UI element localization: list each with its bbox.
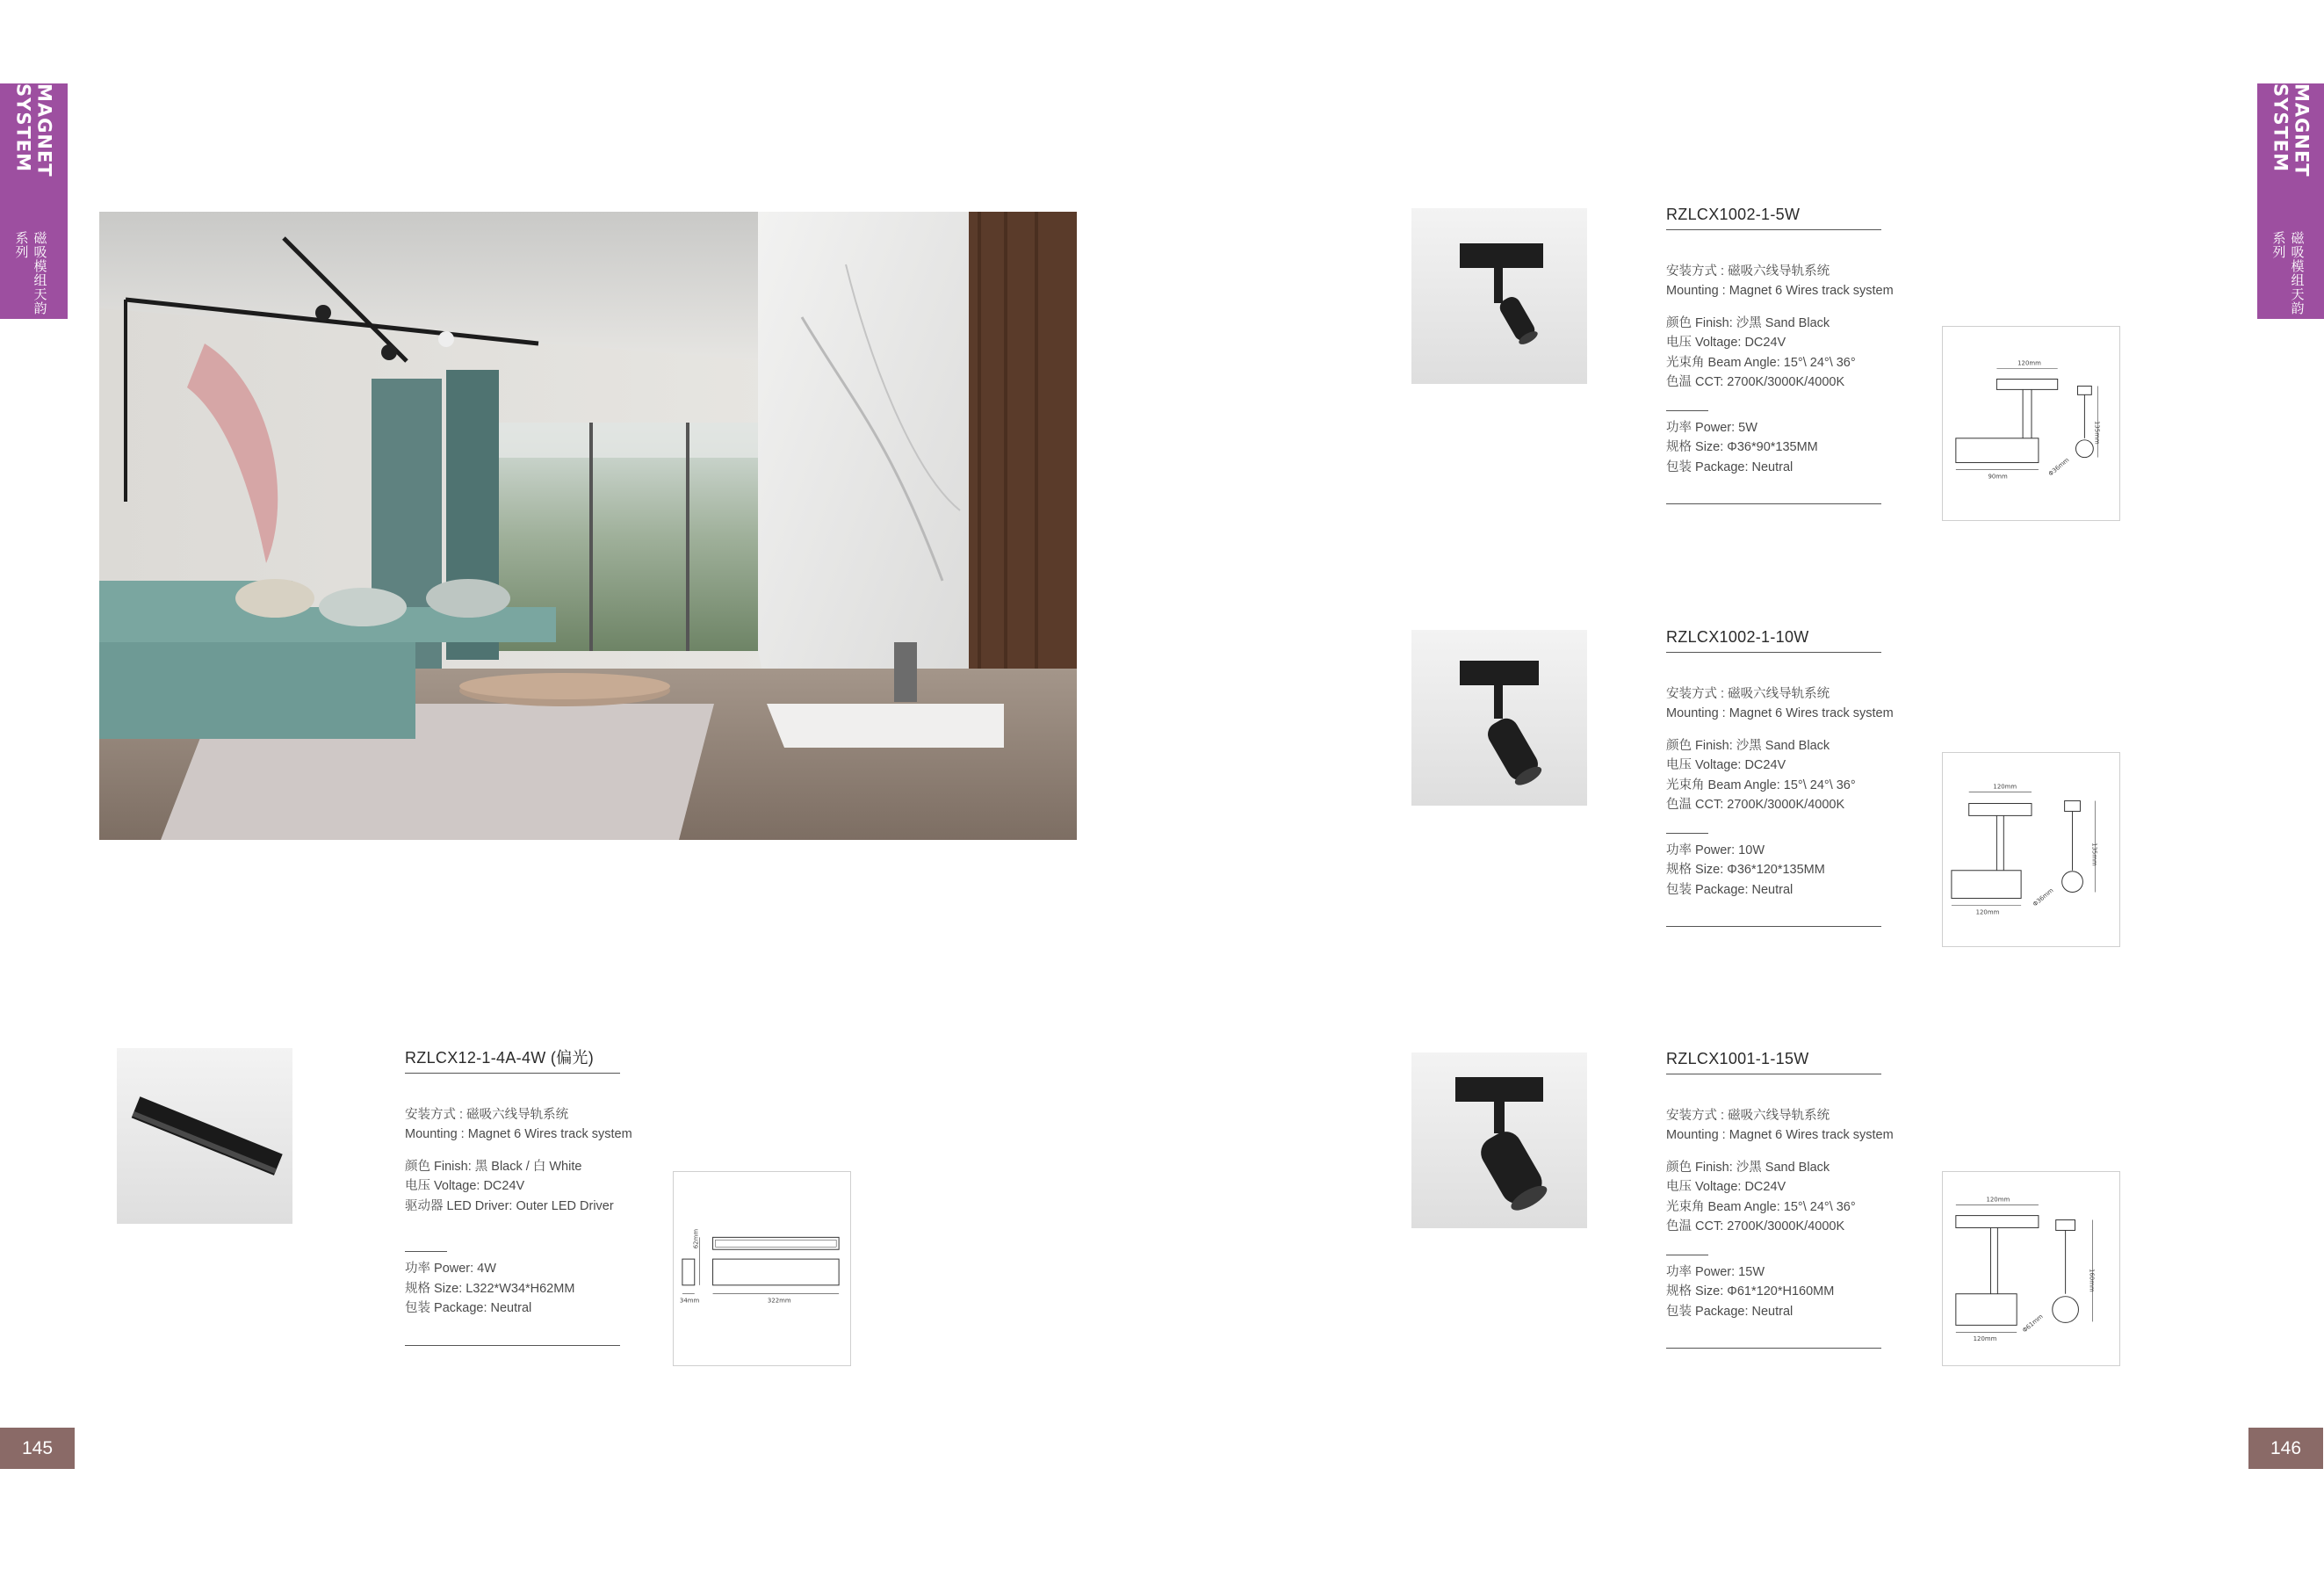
- product-image-4: [117, 1048, 292, 1224]
- voltage: 电压 Voltage: DC24V: [1666, 1180, 1786, 1194]
- product-image-1: [1411, 208, 1587, 384]
- product-spec-4: [405, 1048, 632, 1346]
- size: 规格 Size: Φ61*120*H160MM: [1666, 1284, 1835, 1298]
- mounting-cn: 安装方式 : 磁吸六线导轨系统: [405, 1107, 569, 1122]
- product-model: RZLCX12-1-4A-4W (偏光): [405, 1048, 620, 1074]
- divider: [1666, 833, 1708, 834]
- dim-bottom: 90mm: [1988, 473, 2008, 481]
- cct: 色温 CCT: 2700K/3000K/4000K: [1666, 375, 1845, 389]
- dim-side: 160mm: [2088, 1269, 2096, 1292]
- mounting-cn: 安装方式 : 磁吸六线导轨系统: [1666, 686, 1830, 701]
- voltage: 电压 Voltage: DC24V: [1666, 758, 1786, 772]
- power: 功率 Power: 10W: [1666, 843, 1765, 857]
- dim-length: 322mm: [767, 1297, 791, 1305]
- divider: [1666, 410, 1708, 411]
- size: 规格 Size: Φ36*90*135MM: [1666, 440, 1818, 454]
- package: 包装 Package: Neutral: [1666, 1304, 1794, 1319]
- dim-side: 135mm: [2090, 843, 2098, 866]
- mounting-cn: 安装方式 : 磁吸六线导轨系统: [1666, 1108, 1830, 1123]
- finish: 颜色 Finish: 黑 Black / 白 White: [405, 1159, 582, 1174]
- dim-top: 120mm: [2017, 359, 2041, 367]
- beam-angle: 光束角 Beam Angle: 15°\ 24°\ 36°: [1666, 1199, 1856, 1214]
- product-image-3: [1411, 1053, 1587, 1228]
- dim-width: 34mm: [679, 1297, 700, 1305]
- finish: 颜色 Finish: 沙黑 Sand Black: [1666, 738, 1830, 753]
- page-number-right: 146: [2248, 1428, 2323, 1469]
- product-spec-1: [1666, 205, 1894, 504]
- product-spec-3: [1666, 1049, 1894, 1349]
- side-tab-subtitle: 磁吸模组天韵系列: [13, 231, 48, 316]
- divider: [1666, 503, 1881, 504]
- dim-top: 120mm: [1986, 1196, 2010, 1204]
- product-model: RZLCX1002-1-10W: [1666, 627, 1881, 653]
- dim-side: 135mm: [2093, 421, 2101, 445]
- side-tab-subtitle: 磁吸模组天韵系列: [2270, 231, 2306, 316]
- driver: 驱动器 LED Driver: Outer LED Driver: [405, 1198, 614, 1213]
- power: 功率 Power: 5W: [1666, 420, 1757, 435]
- divider: [405, 1251, 447, 1252]
- mounting-en: Mounting : Magnet 6 Wires track system: [1666, 284, 1894, 298]
- beam-angle: 光束角 Beam Angle: 15°\ 24°\ 36°: [1666, 778, 1856, 792]
- track-spotlight-icon: [1411, 630, 1587, 806]
- side-tab-title: MAGNET SYSTEM: [2270, 83, 2313, 177]
- dim-diameter: Φ36mm: [2032, 886, 2055, 908]
- voltage: 电压 Voltage: DC24V: [1666, 336, 1786, 350]
- dim-diameter: Φ61mm: [2021, 1313, 2045, 1335]
- side-tab-title: MAGNET SYSTEM: [12, 83, 55, 177]
- divider: [405, 1345, 620, 1346]
- cct: 色温 CCT: 2700K/3000K/4000K: [1666, 1219, 1845, 1233]
- dim-top: 120mm: [1993, 783, 2017, 791]
- divider: [1666, 1348, 1881, 1349]
- finish: 颜色 Finish: 沙黑 Sand Black: [1666, 315, 1830, 330]
- product-spec-2: [1666, 627, 1894, 927]
- side-tab-right: [2257, 83, 2324, 319]
- size: 规格 Size: L322*W34*H62MM: [405, 1281, 575, 1296]
- dim-bottom: 120mm: [1973, 1335, 1997, 1343]
- product-model: RZLCX1001-1-15W: [1666, 1049, 1881, 1074]
- mounting-en: Mounting : Magnet 6 Wires track system: [1666, 706, 1894, 720]
- power: 功率 Power: 4W: [405, 1262, 496, 1276]
- mounting-cn: 安装方式 : 磁吸六线导轨系统: [1666, 264, 1830, 279]
- divider: [1666, 926, 1881, 927]
- size: 规格 Size: Φ36*120*135MM: [1666, 863, 1825, 877]
- dim-height: 62mm: [692, 1228, 700, 1249]
- package: 包装 Package: Neutral: [1666, 882, 1794, 897]
- dimension-diagram-2: [1942, 752, 2120, 947]
- page-number-left: 145: [0, 1428, 75, 1469]
- track-spotlight-icon: [1411, 1053, 1587, 1228]
- side-tab-left: [0, 83, 68, 319]
- mounting-en: Mounting : Magnet 6 Wires track system: [1666, 1128, 1894, 1142]
- beam-angle: 光束角 Beam Angle: 15°\ 24°\ 36°: [1666, 355, 1856, 370]
- finish: 颜色 Finish: 沙黑 Sand Black: [1666, 1160, 1830, 1175]
- track-spotlight-icon: [1411, 208, 1587, 384]
- package: 包装 Package: Neutral: [405, 1301, 532, 1315]
- power: 功率 Power: 15W: [1666, 1264, 1765, 1279]
- package: 包装 Package: Neutral: [1666, 459, 1794, 474]
- dimension-diagram-1: [1942, 326, 2120, 521]
- product-model: RZLCX1002-1-5W: [1666, 205, 1881, 230]
- living-room-photo: [99, 212, 1077, 840]
- mounting-en: Mounting : Magnet 6 Wires track system: [405, 1127, 632, 1141]
- dimension-diagram-4: [673, 1171, 851, 1366]
- dimension-diagram-3: [1942, 1171, 2120, 1366]
- dim-bottom: 120mm: [1975, 908, 2000, 916]
- cct: 色温 CCT: 2700K/3000K/4000K: [1666, 798, 1845, 812]
- dim-diameter: Φ36mm: [2046, 456, 2071, 478]
- linear-track-light-icon: [117, 1048, 292, 1224]
- voltage: 电压 Voltage: DC24V: [405, 1179, 525, 1193]
- product-image-2: [1411, 630, 1587, 806]
